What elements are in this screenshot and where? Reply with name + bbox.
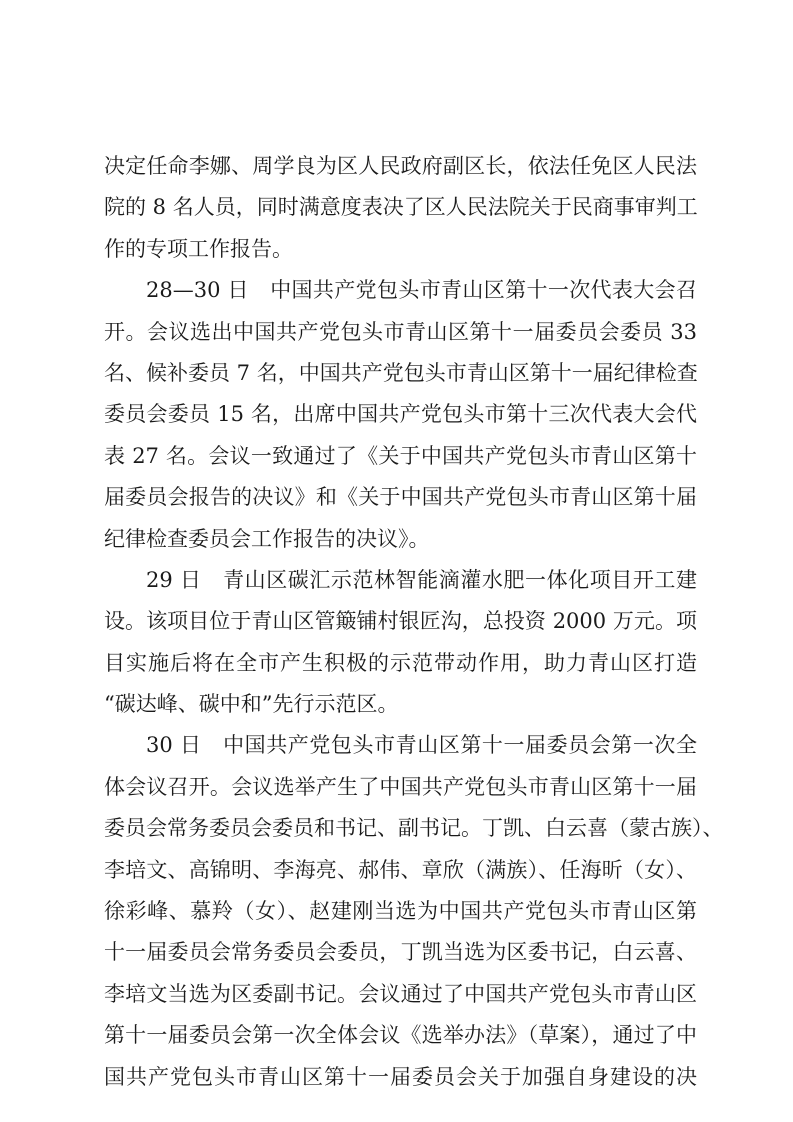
text-line: 纪律检查委员会工作报告的决议》。	[104, 526, 430, 551]
text-line: 决定任命李娜、周学良为区人民政府副区长，依法任免区人民法	[104, 154, 697, 178]
text-line: 表 27 名。会议一致通过了《关于中国共产党包头市青山区第十	[104, 443, 697, 468]
text-line: 院的 8 名人员，同时满意度表决了区人民法院关于民商事审判工	[104, 195, 698, 220]
text-line: 名、候补委员 7 名，中国共产党包头市青山区第十一届纪律检查	[104, 360, 698, 385]
text-line: 作的专项工作报告。	[104, 236, 293, 261]
text-line: 李培文、高锦明、李海亮、郝伟、章欣（满族）、任海昕（女）、	[104, 857, 697, 882]
text-line: 第十一届委员会第一次全体会议《选举办法》（草案），通过了中	[104, 1023, 697, 1048]
text-line: 徐彩峰、慕羚（女）、赵建刚当选为中国共产党包头市青山区第	[104, 899, 697, 924]
text-line: 28—30 日 中国共产党包头市青山区第十一次代表大会召	[146, 278, 697, 303]
text-line: 体会议召开。会议选举产生了中国共产党包头市青山区第十一届	[104, 774, 697, 799]
text-line: 设。该项目位于青山区管簸铺村银匠沟，总投资 2000 万元。项	[104, 609, 697, 634]
text-line: 李培文当选为区委副书记。会议通过了中国共产党包头市青山区	[104, 981, 697, 1006]
text-line: 30 日 中国共产党包头市青山区第十一届委员会第一次全	[146, 733, 697, 758]
text-line: 29 日 青山区碳汇示范林智能滴灌水肥一体化项目开工建	[146, 567, 697, 592]
text-line: 国共产党包头市青山区第十一届委员会关于加强自身建设的决	[104, 1064, 697, 1089]
text-line: 届委员会报告的决议》和《关于中国共产党包头市青山区第十届	[104, 485, 697, 510]
text-line: 开。会议选出中国共产党包头市青山区第十一届委员会委员 33	[104, 319, 697, 344]
text-line: 目实施后将在全市产生积极的示范带动作用，助力青山区打造	[104, 650, 697, 675]
text-line: 委员会委员 15 名，出席中国共产党包头市第十三次代表大会代	[104, 402, 697, 427]
body-text	[104, 146, 724, 1098]
text-line: 十一届委员会常务委员会委员，丁凯当选为区委书记，白云喜、	[104, 940, 697, 965]
text-line: 委员会常务委员会委员和书记、副书记。丁凯、白云喜（蒙古族）、	[104, 816, 724, 841]
text-line: “碳达峰、碳中和”先行示范区。	[104, 692, 399, 717]
